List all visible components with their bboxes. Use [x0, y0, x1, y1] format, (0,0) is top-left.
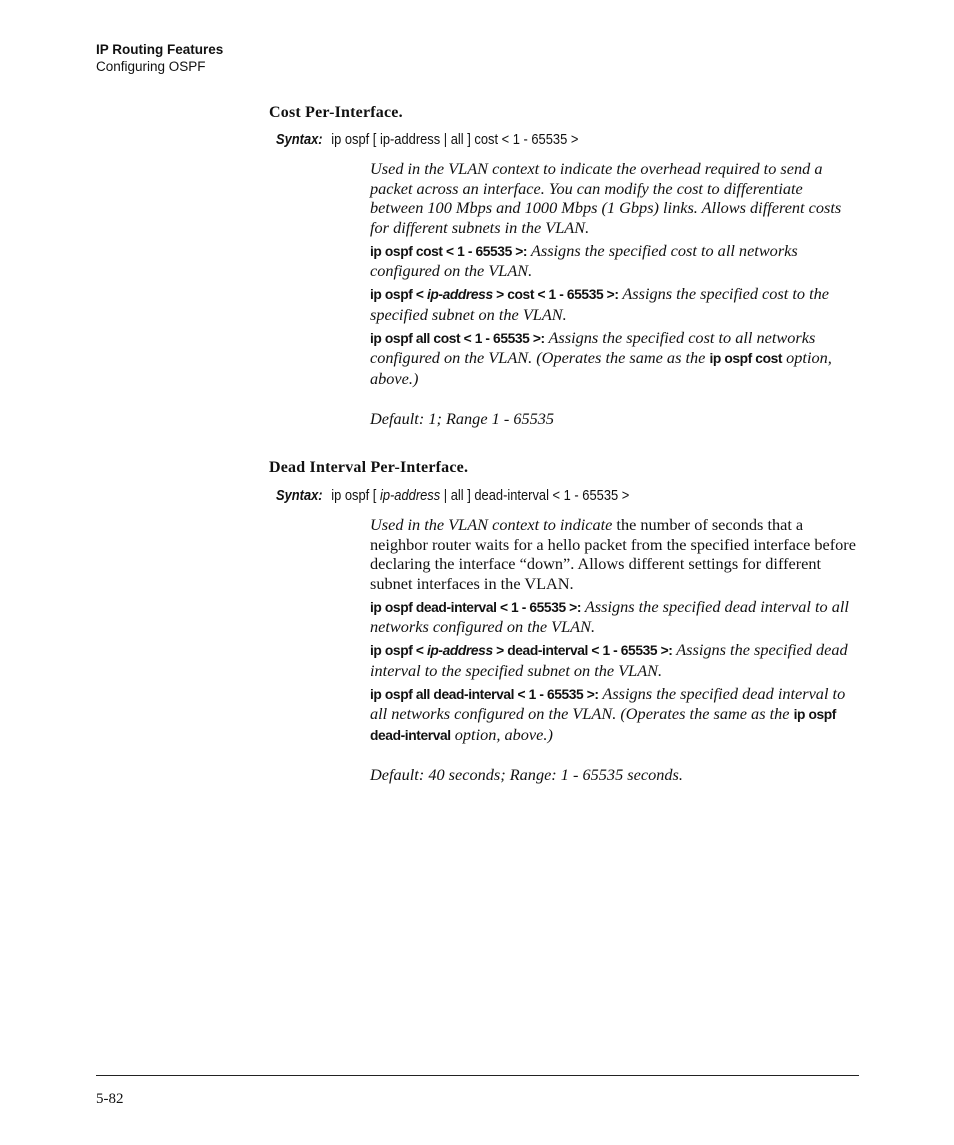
- section-title: Configuring OSPF: [96, 59, 206, 74]
- command-argument: ip-address: [426, 643, 493, 658]
- command: ip ospf all cost < 1 - 65535 >:: [370, 330, 545, 346]
- option-description: Assigns the specified cost to the specified subnet on the VLAN.: [370, 284, 829, 324]
- command: [370, 643, 672, 658]
- dead-interval-syntax: [276, 487, 687, 504]
- chapter-title: IP Routing Features: [96, 42, 224, 57]
- command: ip ospf dead-interval < 1 - 65535 >:: [370, 599, 582, 615]
- dead-interval-body: [370, 515, 856, 749]
- syntax-part: ip ospf [: [331, 487, 380, 504]
- syntax-label: Syntax:: [276, 487, 323, 504]
- option-description: Assigns the specified dead interval to the specified subnet on the VLAN.: [370, 640, 848, 680]
- cost-syntax: [276, 131, 628, 148]
- cost-option-3: [370, 328, 856, 389]
- cost-syntax-text: ip ospf [ ip-address | all ] cost < 1 - 65535 >: [331, 131, 579, 148]
- dead-interval-default: Default: 40 seconds; Range: 1 - 65535 seconds.: [370, 765, 683, 784]
- command: ip ospf cost < 1 - 65535 >:: [370, 243, 528, 259]
- command-part: > cost < 1 - 65535 >:: [492, 287, 619, 302]
- page-number: 5-82: [96, 1091, 124, 1107]
- option-description-end: option, above.): [450, 724, 553, 744]
- cost-option-2: [370, 284, 856, 324]
- dead-option-3: [370, 684, 856, 746]
- dead-option-2: [370, 640, 856, 680]
- command-part: > dead-interval < 1 - 65535 >:: [492, 643, 673, 658]
- command: ip ospf all dead-interval < 1 - 65535 >:: [370, 686, 599, 702]
- description-rest: the number of seconds that a neighbor router waits for a hello packet from the specified interface before declaring the interface “down”. Allows different settings for different subnet interfaces in the VLAN.: [370, 515, 856, 593]
- command-part: ip ospf <: [370, 287, 427, 302]
- cost-body: [370, 159, 856, 392]
- syntax-part: | all ] dead-interval < 1 - 65535 >: [440, 487, 630, 504]
- syntax-label: Syntax:: [276, 131, 323, 148]
- syntax-argument: ip-address: [379, 487, 441, 504]
- description-lead: Used in the VLAN context to indicate: [370, 515, 613, 534]
- command-reference: ip ospf dead-interval: [370, 707, 836, 743]
- dead-interval-heading: Dead Interval Per-Interface.: [269, 459, 469, 476]
- dead-interval-description: [370, 515, 856, 593]
- command: [370, 287, 619, 302]
- cost-description: Used in the VLAN context to indicate the overhead required to send a packet across an interface. You can modify the cost to differentiate between 100 Mbps and 1000 Mbps (1 Gbps) links. Allows different costs for different subnets in the VLAN.: [370, 159, 842, 237]
- dead-option-1: [370, 597, 856, 637]
- running-header: [96, 41, 223, 75]
- footer-rule: [96, 1075, 859, 1076]
- option-description: Assigns the specified cost to all networks configured on the VLAN.: [370, 240, 798, 280]
- cost-heading: Cost Per-Interface.: [269, 104, 403, 121]
- cost-default: Default: 1; Range 1 - 65535: [370, 409, 555, 428]
- option-description-end: option, above.): [370, 348, 832, 388]
- command-part: ip ospf <: [370, 643, 427, 658]
- option-description: Assigns the specified dead interval to all networks configured on the VLAN.: [370, 596, 849, 636]
- option-description: Assigns the specified dead interval to all networks configured on the VLAN. (Operates the same as the: [370, 683, 846, 723]
- option-description: Assigns the specified cost to all networks configured on the VLAN. (Operates the same as the: [370, 327, 816, 367]
- command-argument: ip-address: [426, 287, 493, 302]
- cost-option-1: [370, 241, 856, 281]
- command-reference: ip ospf cost: [709, 351, 783, 366]
